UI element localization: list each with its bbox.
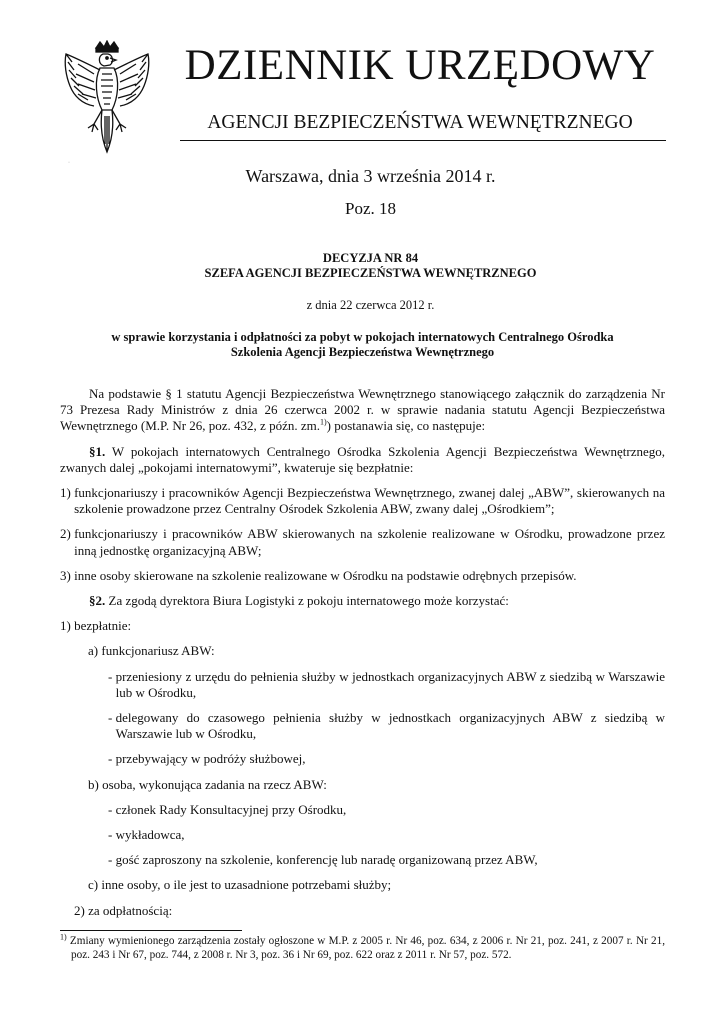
publication-date: Warszawa, dnia 3 września 2014 r. xyxy=(245,166,496,186)
sublist-item xyxy=(60,643,665,659)
sublist-letter: c) xyxy=(88,877,99,893)
decision-title-line1: DECYZJA NR 84 xyxy=(322,251,419,265)
decision-title-line2: SZEFA AGENCJI BEZPIECZEŃSTWA WEWNĘTRZNEGO xyxy=(204,266,537,280)
dash-text: przebywający w podróży służbowej, xyxy=(115,751,306,767)
dash-item xyxy=(60,751,665,767)
list-item xyxy=(60,618,665,634)
list-number: 2) xyxy=(60,526,71,542)
footnote-body xyxy=(60,934,665,962)
document-body xyxy=(60,386,665,928)
dash-item xyxy=(60,827,665,843)
sublist-text: osoba, wykonująca zadania na rzecz ABW: xyxy=(102,776,327,792)
dash-text: delegowany do czasowego pełnienia służby w jednostkach organizacyjnych ABW z siedzibą w Warszawie lub w Ośrodku, xyxy=(115,710,665,742)
decision-date: z dnia 22 czerwca 2012 r. xyxy=(306,298,435,312)
dash-item xyxy=(60,710,665,742)
sublist-letter: a) xyxy=(88,643,99,659)
sublist-text: funkcjonariusz ABW: xyxy=(101,643,215,659)
masthead-rule xyxy=(180,140,666,141)
decision-subject-line1: w sprawie korzystania i odpłatności za pobyt w pokojach internatowych Centralnego Ośrodka xyxy=(111,330,614,344)
list-text: bezpłatnie: xyxy=(74,618,132,634)
dash-item xyxy=(60,852,665,868)
masthead-subtitle: AGENCJI BEZPIECZEŃSTWA WEWNĘTRZNEGO xyxy=(207,112,633,133)
preamble-text-end: ) postanawia się, co następuje: xyxy=(326,418,486,434)
decision-subject-line2: Szkolenia Agencji Bezpieczeństwa Wewnętrznego xyxy=(230,345,495,359)
section-1-text: W pokojach internatowych Centralnego Ośrodka Szkolenia Agencji Bezpieczeństwa Wewnętrznego, zwanych dalej „pokojami internatowymi”, kwateruje się bezpłatnie: xyxy=(60,443,665,475)
dash-marker: - xyxy=(108,852,113,868)
dash-text: przeniesiony z urzędu do pełnienia służby w jednostkach organizacyjnych ABW z siedzibą w Warszawie lub w Ośrodku, xyxy=(115,668,665,700)
list-number: 3) xyxy=(60,567,71,583)
list-number: 1) xyxy=(60,618,71,634)
list-item xyxy=(60,568,665,584)
footnote-text: Zmiany wymienionego zarządzenia zostały ogłoszone w M.P. z 2005 r. Nr 46, poz. 634, z 2006 r. Nr 21, poz. 241, z 2007 r. Nr 21, poz. 243 i Nr 67, poz. 744, z 2008 r. Nr 3, poz. 36 i Nr 69, poz. 622 oraz z 2011 r. Nr 57, poz. 572. xyxy=(66,935,665,961)
footnote-rule xyxy=(60,930,242,931)
sublist-letter: b) xyxy=(88,776,99,792)
section-1-label: §1. xyxy=(89,443,106,459)
list-number: 1) xyxy=(60,485,71,501)
section-1 xyxy=(60,444,665,476)
dash-marker: - xyxy=(108,668,113,684)
polish-eagle-emblem-icon xyxy=(58,40,156,158)
list-item xyxy=(60,526,665,558)
dash-item xyxy=(60,669,665,701)
dash-item xyxy=(60,802,665,818)
footnote-ref[interactable]: 1) xyxy=(319,418,327,428)
preamble-text: Na podstawie § 1 statutu Agencji Bezpieczeństwa Wewnętrznego stanowiącego załącznik do zarządzenia Nr 73 Prezesa Rady Ministrów z dnia 26 czerwca 2002 r. w sprawie nadania statutu Agencji Bezpieczeństwa Wewnętrznego (M.P. Nr 26, poz. 432, z późn. zm. xyxy=(60,386,665,434)
list-text: inne osoby skierowane na szkolenie realizowane w Ośrodku na podstawie odrębnych przepisów. xyxy=(74,567,577,583)
dash-marker: - xyxy=(108,827,113,843)
dash-marker: - xyxy=(108,801,113,817)
dash-text: wykładowca, xyxy=(115,827,185,843)
list-text: za odpłatnością: xyxy=(88,902,173,918)
dash-marker: - xyxy=(108,751,113,767)
dash-text: członek Rady Konsultacyjnej przy Ośrodku, xyxy=(115,801,347,817)
footnote-marker: 1) xyxy=(60,932,67,942)
list-item xyxy=(60,485,665,517)
preamble xyxy=(60,386,665,435)
section-2-label: §2. xyxy=(89,593,106,609)
sublist-item xyxy=(60,877,665,893)
list-text: funkcjonariuszy i pracowników Agencji Bezpieczeństwa Wewnętrznego, zwanej dalej „ABW”, skierowanych na szkolenie prowadzone przez Centralny Ośrodek Szkolenia ABW, zwany dalej „Ośrodkiem”; xyxy=(74,485,665,517)
dash-text: gość zaproszony na szkolenie, konferencję lub naradę organizowaną przez ABW, xyxy=(115,852,538,868)
publication-position: Poz. 18 xyxy=(345,199,396,218)
dash-marker: - xyxy=(108,710,113,726)
sublist-item xyxy=(60,777,665,793)
list-text: funkcjonariuszy i pracowników ABW skierowanych na szkolenie realizowane w Ośrodku, prowadzone przez inną jednostkę organizacyjną ABW; xyxy=(74,526,665,558)
masthead-title: DZIENNIK URZĘDOWY xyxy=(184,42,656,89)
footnote xyxy=(60,934,665,962)
section-2-text: Za zgodą dyrektora Biura Logistyki z pokoju internatowego może korzystać: xyxy=(105,593,509,609)
list-item xyxy=(60,903,665,919)
decision-subject xyxy=(60,330,665,360)
margin-mark: · xyxy=(68,160,70,166)
list-number: 2) xyxy=(74,902,85,918)
section-2 xyxy=(60,593,665,609)
sublist-text: inne osoby, o ile jest to uzasadnione potrzebami służby; xyxy=(101,877,392,893)
decision-title xyxy=(0,251,725,281)
